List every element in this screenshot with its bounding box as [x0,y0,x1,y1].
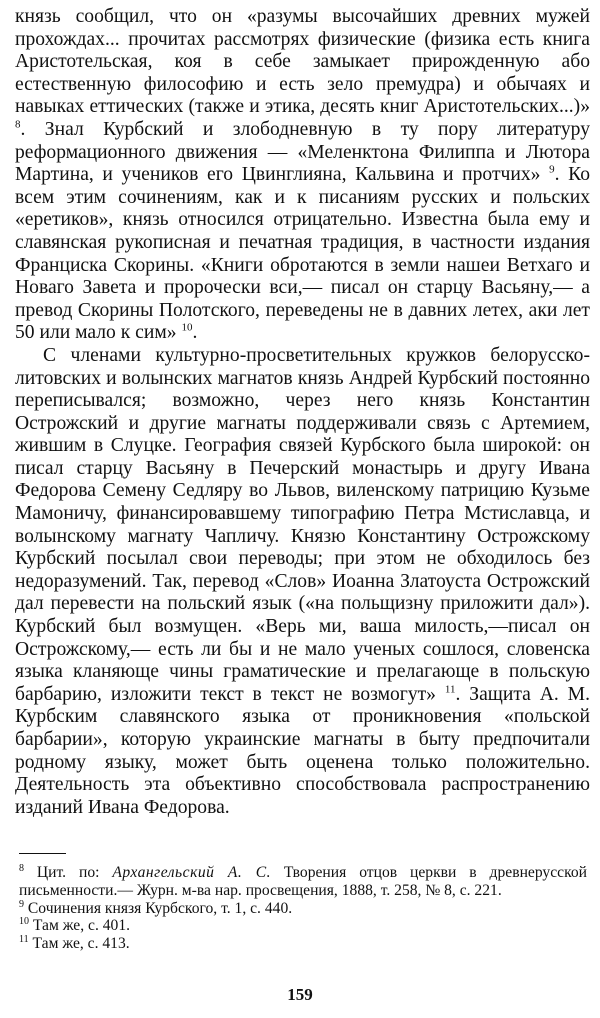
text-run: . Знал Курбский и злободневную в ту пору литературу реформационного движения — «Меленктона Филиппа и Лютора Мартина, и учеников его Цвинглияна, Кальвина и протчих» [15,118,590,186]
footnote-number: 10 [19,916,29,928]
footnote-11 [19,935,587,953]
main-text [15,6,590,819]
paragraph-2 [15,345,590,819]
footnote-8 [19,864,587,900]
footnote-ref: 11 [444,683,456,696]
footnote-number: 8 [19,862,24,874]
text-run: . Ко всем этим сочинениям, как и к писаниям русских и польских «еретиков», князь относился отрицательно. Известна была ему и славянская рукописная и печатная традиция, в частности издания Франциска Скорины. «Книги обротаются в земли нашеи Ветхаго и Новаго Завета и пророчески вси,— писал он старцу Васьяну,— а превод Скорины Полотского, переведены не в давних летех, аки лет 50 или мало к сим» [15,164,591,344]
footnote-number: 11 [19,934,29,945]
author-name: Архангельский А. С. [112,864,271,881]
page-body [15,6,590,819]
footnote-ref: 9 [549,163,555,176]
footnote-ref: 10 [181,321,193,334]
footnote-9 [19,900,587,918]
text-run: Сочинения князя Курбского, т. 1, с. 440. [27,899,293,917]
text-run: Там же, с. 401. [32,917,131,935]
footnote-number: 9 [19,898,24,910]
paragraph-1 [15,6,590,345]
footnote-separator [19,853,66,854]
text-run: Цит. по: [36,864,113,881]
text-run: Творения отцов церкви в древнерусской письменности.— Журн. м-ва нар. просвещения, 1888, т. 258, № 8, с. 221. [19,864,587,899]
text-run: . [192,322,198,344]
footnotes [19,864,587,953]
text-run: Там же, с. 413. [32,935,130,953]
text-run: князь сообщил, что он «разумы высочайших древних мужей прохождах... прочитах рассмотрях физические (физика есть книга Аристотельская, коя в себе замыкает прирожденную або естественную философию и есть зело премудра) и обычаях и навыках еттических (также и этика, десять книг Аристотельских...)» [15,6,590,118]
footnote-10 [19,917,587,935]
footnote-ref: 8 [15,118,21,131]
text-run: . Защита А. М. Курбским славянского языка от проникновения «польской барбарии», которую украинские магнаты в быту предпочитали родному языку, может быть оценена только положительно. Деятельность эта объективно способствовала распространению изданий Ивана Федорова. [15,683,590,818]
text-run: С членами культурно-просветительных кружков белорусско-литовских и волынских магнатов князь Андрей Курбский постоянно переписывался; возможно, через него князь Константин Острожский и другие магнаты поддерживали связь с Артемием, жившим в Слуцке. География связей Курбского была широкой: он писал старцу Васьяну в Печерский монастырь и другу Ивана Федорова Семену Седляру во Львов, виленскому патрицию Кузьме Мамоничу, финансировавшему типографию Петра Мстиславца, и волынскому магнату Чапличу. Князю Константину Острожскому Курбский посылал свои переводы; при этом не обходилось без недоразумений. Так, перевод «Слов» Иоанна Златоуста Острожский дал перевести на польский язык («на польщизну приложити дал»). Курбский был возмущен. «Верь ми, ваша милость,—писал он Острожскому,— есть ли бы и не мало ученых сошлося, словенска языка кланяюще чины граматические и прелагающе в польскую барбарию, изложити текст в текст не возмогут» [15,344,590,705]
page-number: 159 [287,985,313,1004]
